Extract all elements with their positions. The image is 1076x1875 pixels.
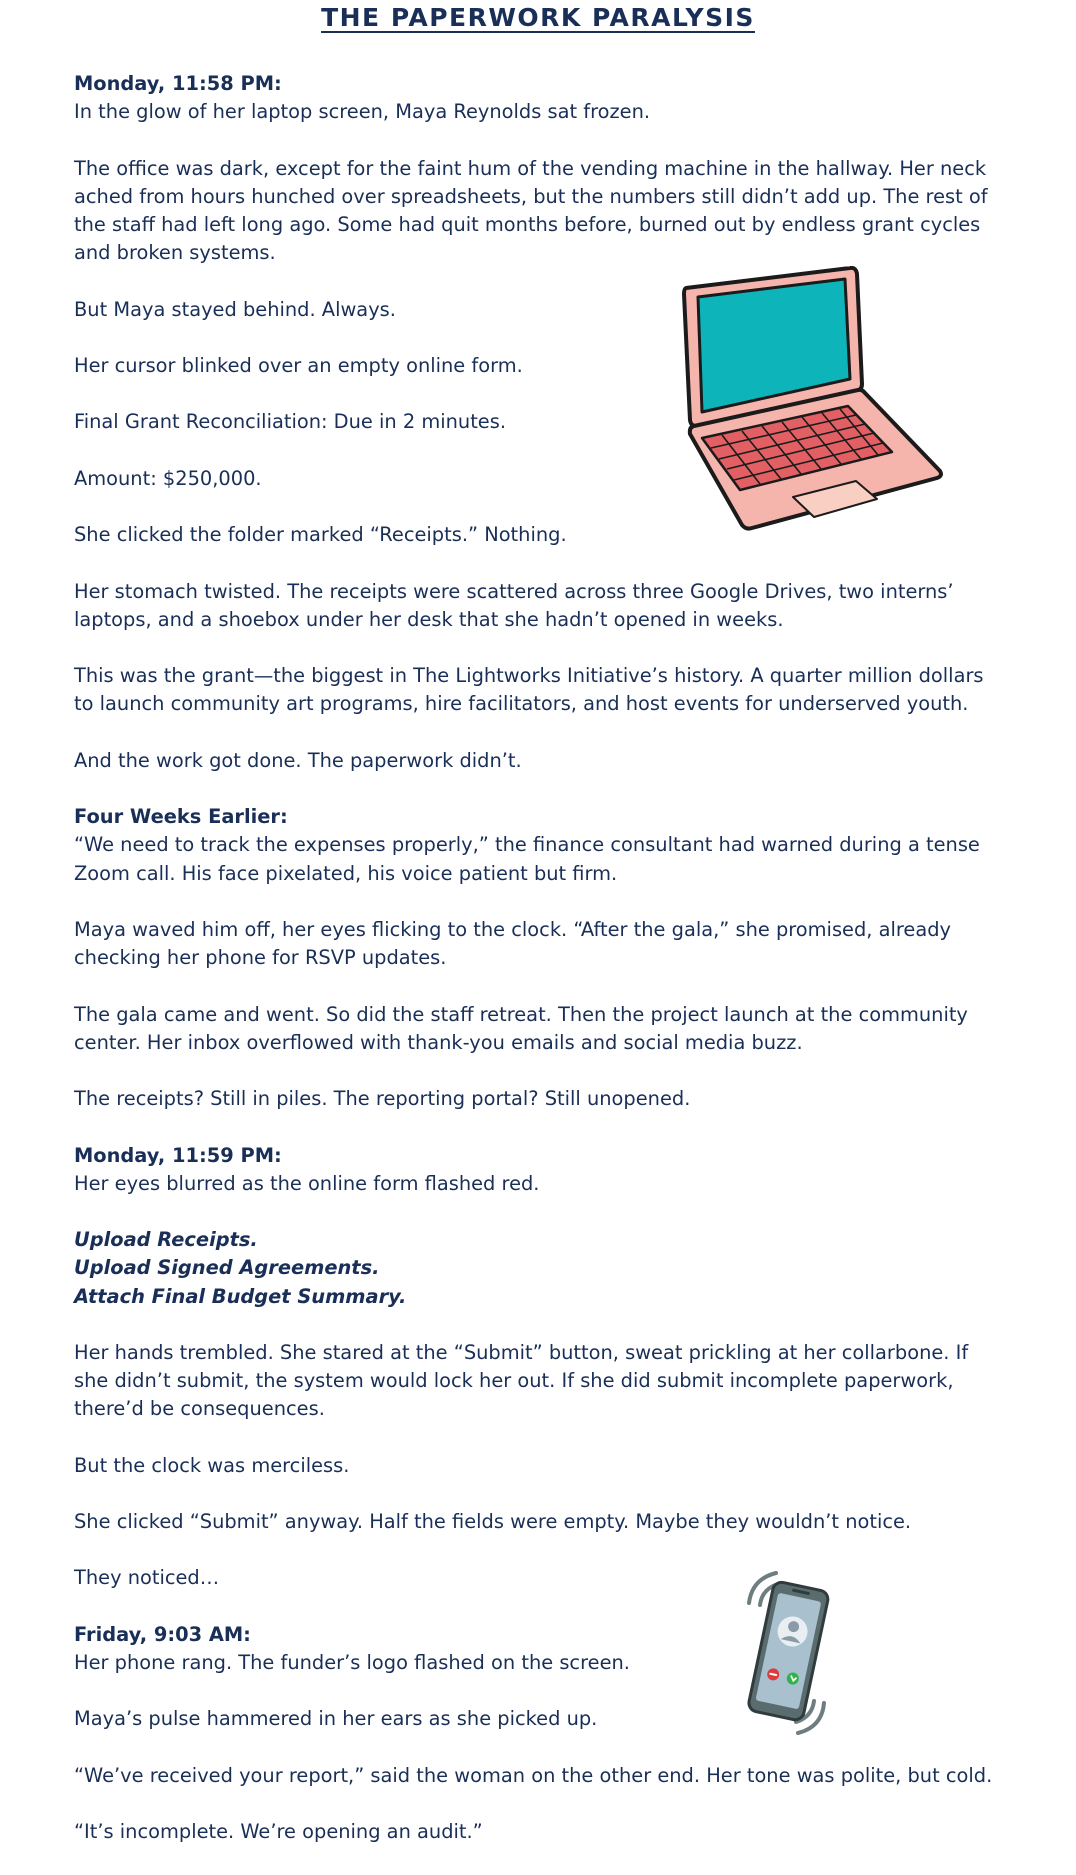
paragraph: The receipts? Still in piles. The reporting portal? Still unopened. <box>74 1087 691 1111</box>
paragraph: She clicked the folder marked “Receipts.” Nothing. <box>74 523 567 547</box>
paragraph: This was the grant—the biggest in The Lightworks Initiative’s history. A quarter million dollars to launch community art programs, hire facilitators, and host events for underserved youth. <box>74 664 984 716</box>
paragraph: The office was dark, except for the faint hum of the vending machine in the hallway. Her neck ached from hours hunched over spreadsheets, but the numbers still didn’t add up. The rest of the staff had left long ago. Some had quit months before, burned out by endless grant cycles and broken systems. <box>74 156 988 265</box>
ringing-phone-icon <box>738 1565 836 1740</box>
laptop-icon <box>680 266 945 538</box>
paragraph: And the work got done. The paperwork didn’t. <box>74 748 522 772</box>
paragraph: “We need to track the expenses properly,” the finance consultant had warned during a tense Zoom call. His face pixelated, his voice patient but firm. <box>74 833 980 885</box>
form-item: Upload Signed Agreements. <box>74 1256 380 1280</box>
paragraph: Her eyes blurred as the online form flashed red. <box>74 1171 540 1195</box>
section-monday-1159 <box>74 1142 1004 1198</box>
paragraph: But Maya stayed behind. Always. <box>74 297 396 321</box>
form-item: Attach Final Budget Summary. <box>74 1284 407 1308</box>
section-heading: Friday, 9:03 AM: <box>74 1622 251 1646</box>
paragraph: “We’ve received your report,” said the woman on the other end. Her tone was polite, but cold. <box>74 1763 993 1787</box>
paragraph: They noticed… <box>74 1566 220 1590</box>
page-title: THE PAPERWORK PARALYSIS <box>321 3 755 32</box>
paragraph: Maya’s pulse hammered in her ears as she picked up. <box>74 1707 598 1731</box>
paragraph: Amount: $250,000. <box>74 466 262 490</box>
paragraph: She clicked “Submit” anyway. Half the fields were empty. Maybe they wouldn’t notice. <box>74 1510 912 1534</box>
section-heading: Monday, 11:58 PM: <box>74 72 282 95</box>
section-heading: Monday, 11:59 PM: <box>74 1143 282 1167</box>
paragraph: But the clock was merciless. <box>74 1453 350 1477</box>
paragraph: Her cursor blinked over an empty online form. <box>74 353 523 377</box>
paragraph: Final Grant Reconciliation: Due in 2 minutes. <box>74 410 506 434</box>
form-requirements-list <box>74 1226 1004 1311</box>
paragraph: “It’s incomplete. We’re opening an audit.” <box>74 1820 483 1844</box>
form-item: Upload Receipts. <box>74 1228 258 1252</box>
paragraph: Her phone rang. The funder’s logo flashed on the screen. <box>74 1651 630 1675</box>
paragraph: Her stomach twisted. The receipts were scattered across three Google Drives, two interns’ laptops, and a shoebox under her desk that she hadn’t opened in weeks. <box>74 579 954 631</box>
paragraph: The gala came and went. So did the staff retreat. Then the project launch at the community center. Her inbox overflowed with thank-you emails and social media buzz. <box>74 1002 968 1054</box>
section-friday-0903 <box>74 1621 634 1677</box>
paragraph: Her hands trembled. She stared at the “Submit” button, sweat prickling at her collarbone. If she didn’t submit, the system would lock her out. If she did submit incomplete paperwork, there’d be consequences. <box>74 1340 969 1421</box>
paragraph: Maya waved him off, her eyes flicking to the clock. “After the gala,” she promised, already checking her phone for RSVP updates. <box>74 917 952 970</box>
section-four-weeks-earlier <box>74 803 1004 888</box>
section-heading: Four Weeks Earlier: <box>74 805 288 829</box>
paragraph: In the glow of her laptop screen, Maya Reynolds sat frozen. <box>74 100 651 124</box>
section-monday-1158 <box>74 70 1004 126</box>
